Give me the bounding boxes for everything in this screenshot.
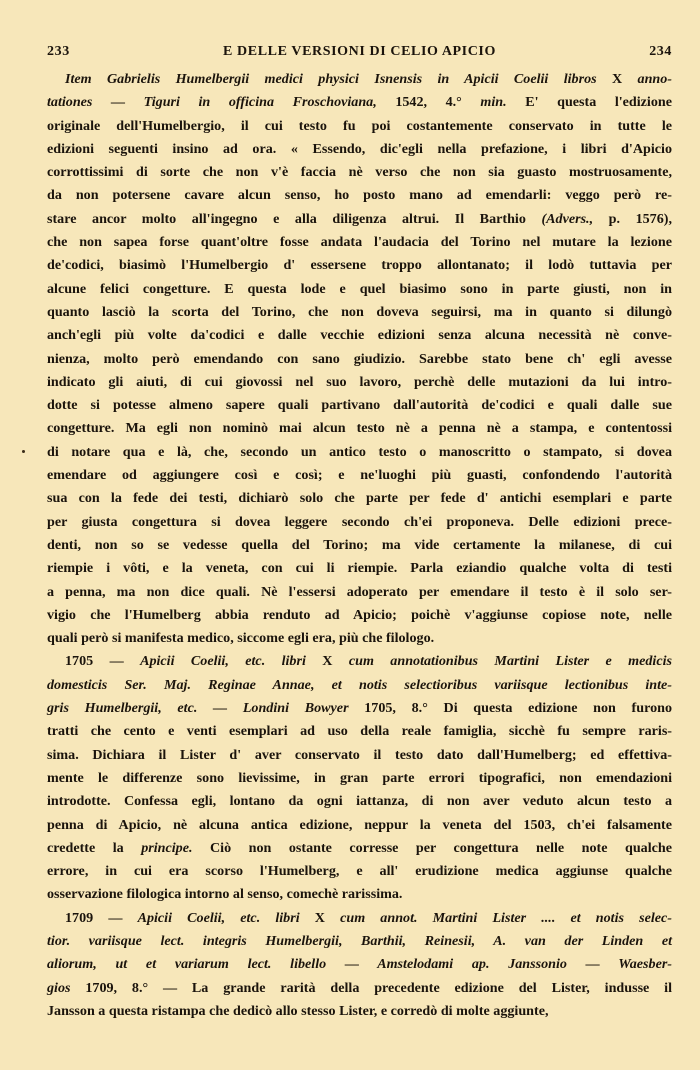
text-line [47, 674, 672, 697]
italic-segment: aliorum, ut et variarum lect. libello — Amstelodami ap. Janssonio — Waesber- [47, 956, 672, 973]
text-line [47, 883, 672, 906]
text-segment: che non sapea forse quant'oltre fosse andata l'audacia del Torino nel mutare la lezione [47, 234, 672, 251]
text-segment: sima. Dichiara il Lister d' aver conservato il testo dato dall'Humelberg; ed effettiva- [47, 746, 672, 763]
italic-segment: tior. variisque lect. integris Humelbergii, Barthii, Reinesii, A. van der Linden et [47, 932, 672, 949]
text-segment: indicato gli aiuti, di cui giovossi nel suo lavoro, perchè delle mutazioni da lui intro- [47, 373, 672, 390]
body-text [47, 68, 672, 1023]
text-line [47, 697, 672, 720]
text-segment: anch'egli più volte da'codici e dalle vecchie edizioni senza alcuna necessità nè conve- [47, 327, 672, 344]
text-line [47, 977, 672, 1000]
text-line [47, 744, 672, 767]
text-line [47, 464, 672, 487]
text-line [47, 511, 672, 534]
text-line [47, 371, 672, 394]
text-line [47, 184, 672, 207]
text-line [47, 604, 672, 627]
text-segment: edizioni seguenti insino ad ora. « Essendo, dic'egli nella prefazione, i libri d'Apicio [47, 140, 672, 157]
text-line [47, 767, 672, 790]
text-segment: X [596, 71, 638, 87]
text-segment: osservazione filologica intorno al senso, comechè rarissima. [47, 886, 403, 903]
text-segment: 1542, 4.° [376, 94, 481, 111]
italic-segment: gios [47, 979, 71, 996]
text-line [47, 68, 672, 91]
italic-segment: Apicii Coelii, etc. libri [140, 653, 306, 670]
text-line [47, 534, 672, 557]
text-line [47, 581, 672, 604]
text-segment: denti, non so se vedesse quella del Torino; ma vide certamente la milanese, di cui [47, 536, 672, 553]
text-segment: 1709, 8.° — La grande rarità della precedente edizione del Lister, indusse il [70, 979, 672, 996]
text-segment: stare ancor molto all'ingegno e alla diligenza altrui. Il Barthio [47, 210, 542, 227]
text-line [47, 161, 672, 184]
italic-segment: Apicii Coelii, etc. libri [137, 909, 300, 926]
text-segment: alcune felici congetture. E questa lode e quel biasimo sono in parte giusti, non in [47, 280, 672, 297]
text-line [47, 254, 672, 277]
text-segment: 1705, 8.° Di questa edizione non furono [348, 700, 672, 717]
text-segment: X [305, 653, 349, 670]
text-line [47, 814, 672, 837]
text-segment: p. 1576), [593, 210, 672, 227]
text-segment: nienza, molto però emendando con sano giudizio. Sarebbe stato bene ch' egli avesse [47, 350, 672, 367]
text-segment: 1705 — [65, 653, 141, 670]
text-segment: di notare qua e là, che, secondo un antico testo o manoscritto o stampato, si dovea [47, 443, 672, 460]
text-segment: X [299, 909, 341, 926]
text-segment: introdotte. Confessa egli, lontano da ogni iattanza, di non aver veduto alcun testo a [47, 793, 672, 810]
text-line [47, 394, 672, 417]
text-segment: Jansson a questa ristampa che dedicò allo stesso Lister, e corredò di molte aggiunte, [47, 1002, 549, 1019]
running-head [47, 40, 672, 62]
text-line [47, 557, 672, 580]
running-title: E DELLE VERSIONI DI CELIO APICIO [223, 44, 496, 59]
text-line [47, 91, 672, 114]
text-segment: mente le differenze sono lievissime, in gran parte errori tipografici, non emendazioni [47, 769, 672, 786]
text-line [47, 720, 672, 743]
text-segment: Ciò non ostante corresse per congettura nelle note qualche [192, 839, 672, 856]
text-line [47, 417, 672, 440]
text-segment: tratti che cento e venti esemplari ad uso della reale famiglia, sicchè fu sempre raris- [47, 723, 672, 740]
text-segment: credette la [47, 839, 142, 856]
margin-speck [22, 450, 25, 453]
text-segment: penna di Apicio, nè alcuna antica edizione, neppur la veneta del 1503, ch'ei falsamente [47, 816, 672, 833]
italic-segment: min. [480, 94, 507, 111]
page-number-right: 234 [649, 44, 672, 59]
text-segment: quanto lasciò la scorta del Torino, che non doveva seguirsi, ma in quanto si dilungò [47, 303, 672, 320]
text-line [47, 324, 672, 347]
italic-segment: cum annot. Martini Lister .... et notis selec- [340, 909, 672, 926]
italic-segment: tationes — Tiguri in officina Froschoviana, [47, 94, 377, 111]
text-segment: errore, in cui era scorso l'Humelberg, e all' erudizione medica aggiunse qualche [47, 863, 672, 880]
text-line [47, 441, 672, 464]
italic-segment: Item Gabrielis Humelbergii medici physici Isnensis in Apicii Coelii libros [65, 71, 597, 87]
text-line [47, 301, 672, 324]
text-segment: quali però si manifesta medico, siccome egli era, più che filologo. [47, 630, 435, 647]
text-segment: corrottissimi di sorte che non v'è faccia nè verso che non sia guasto mostruosamente, [47, 164, 672, 181]
text-line [47, 231, 672, 254]
text-segment: a penna, ma non dice quali. Nè l'essersi adoperato per emendare il testo è il solo ser- [47, 583, 672, 600]
text-segment: vigio che l'Humelberg abbia renduto ad Apicio; poichè v'aggiunse copiose note, nelle [47, 606, 672, 623]
text-line [47, 790, 672, 813]
text-segment: da non potersene cavare alcun senso, ho posto mano ad emendarli: veggo però re- [47, 187, 672, 204]
italic-segment: principe. [141, 839, 193, 856]
text-segment: emendare od aggiungere così e così; e ne'luoghi più guasti, confondendo l'autorità [47, 467, 672, 484]
page-number-left: 233 [47, 44, 70, 59]
text-line [47, 627, 672, 650]
text-segment: de'codici, biasimò l'Humelbergio d' essersene troppo allontanato; il lodò tuttavia per [47, 257, 672, 274]
text-line [47, 138, 672, 161]
italic-segment: anno- [637, 71, 672, 87]
text-segment: E' questa l'edizione [506, 94, 672, 111]
text-line [47, 930, 672, 953]
text-segment: sua con la fede dei testi, dichiarò solo che parte per fede d' antichi esemplari e parte [47, 490, 672, 507]
text-line [47, 650, 672, 673]
text-line [47, 953, 672, 976]
text-line [47, 115, 672, 138]
text-line [47, 278, 672, 301]
text-segment: riempie i vôti, e la veneta, con cui li riempie. Parla eziandio qualche volta di testi [47, 560, 672, 577]
text-segment: congetture. Ma egli non nominò mai alcun testo nè a penna nè a stampa, e contentossi [47, 420, 672, 437]
text-line [47, 860, 672, 883]
italic-segment: gris Humelbergii, etc. — Londini Bowyer [47, 700, 349, 717]
text-segment: per giusta congettura si dovea leggere secondo ch'ei proponeva. Delle edizioni prece- [47, 513, 672, 530]
text-segment: 1709 — [65, 909, 138, 926]
text-line [47, 837, 672, 860]
text-line [47, 348, 672, 371]
text-line [47, 907, 672, 930]
text-line [47, 487, 672, 510]
italic-segment: (Advers., [541, 210, 594, 227]
text-segment: dotte si potesse almeno sapere quali partivano dall'autorità de'codici e quali dalle sue [47, 397, 672, 414]
text-line [47, 208, 672, 231]
text-segment: originale dell'Humelbergio, il cui testo fu poi costantemente conservato in tutte le [47, 117, 672, 134]
text-line [47, 1000, 672, 1023]
italic-segment: domesticis Ser. Maj. Reginae Annae, et notis selectioribus variisque lectionibus inte- [47, 676, 672, 693]
italic-segment: cum annotationibus Martini Lister e medicis [348, 653, 672, 670]
